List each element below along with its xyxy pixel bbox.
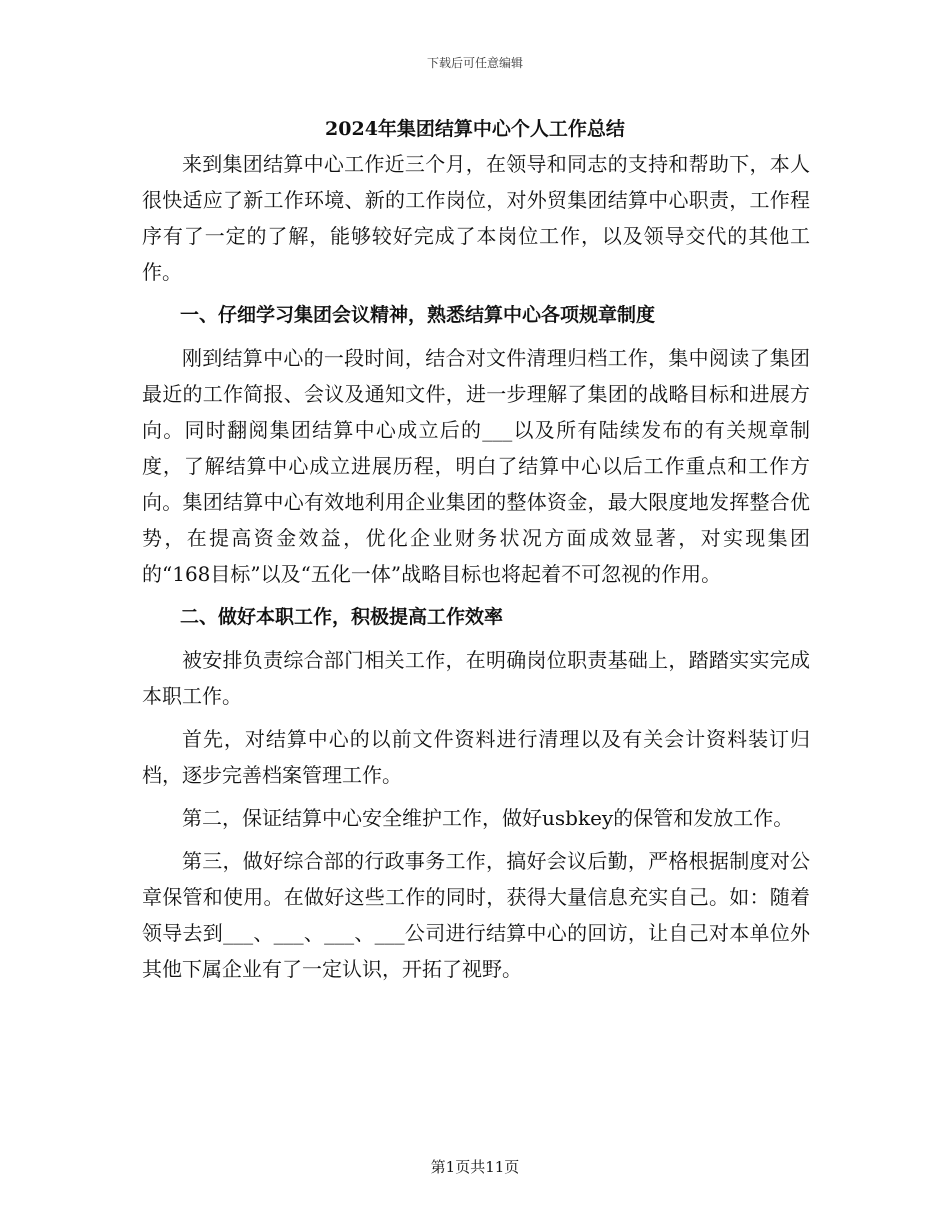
document-body xyxy=(142,146,810,994)
document-title: 2024年集团结算中心个人工作总结 xyxy=(325,118,625,140)
section-1-paragraph: 刚到结算中心的一段时间，结合对文件清理归档工作，集中阅读了集团最近的工作简报、会议及通知文件，进一步理解了集团的战略目标和进展方向。同时翻阅集团结算中心成立后的___以及所有陆续发布的有关规章制度，了解结算中心成立进展历程，明白了结算中心以后工作重点和工作方向。集团结算中心有效地利用企业集团的整体资金，最大限度地发挥整合优势，在提高资金效益，优化企业财务状况方面成效显著，对实现集团的“168目标”以及“五化一体”战略目标也将起着不可忽视的作用。 xyxy=(142,346,810,586)
section-2-paragraph-2: 首先，对结算中心的以前文件资料进行清理以及有关会计资料装订归档，逐步完善档案管理工作。 xyxy=(142,727,810,787)
section-2-paragraph-1: 被安排负责综合部门相关工作，在明确岗位职责基础上，踏踏实实完成本职工作。 xyxy=(142,648,810,708)
section-heading-1: 一、仔细学习集团会议精神，熟悉结算中心各项规章制度 xyxy=(180,304,656,326)
intro-paragraph: 来到集团结算中心工作近三个月，在领导和同志的支持和帮助下，本人很快适应了新工作环境、新的工作岗位，对外贸集团结算中心职责，工作程序有了一定的了解，能够较好完成了本岗位工作，以及领导交代的其他工作。 xyxy=(142,152,810,284)
page-number-footer: 第1页共11页 xyxy=(430,1158,520,1176)
header-note: 下载后可任意编辑 xyxy=(426,56,523,70)
section-heading-2: 二、做好本职工作，积极提高工作效率 xyxy=(180,606,504,628)
section-2-paragraph-3: 第二，保证结算中心安全维护工作，做好usbkey的保管和发放工作。 xyxy=(182,806,794,830)
section-2-paragraph-4: 第三，做好综合部的行政事务工作，搞好会议后勤，严格根据制度对公章保管和使用。在做好这些工作的同时，获得大量信息充实自己。如：随着领导去到___、___、___、___公司进行结算中心的回访，让自己对本单位外其他下属企业有了一定认识，开拓了视野。 xyxy=(142,849,810,981)
